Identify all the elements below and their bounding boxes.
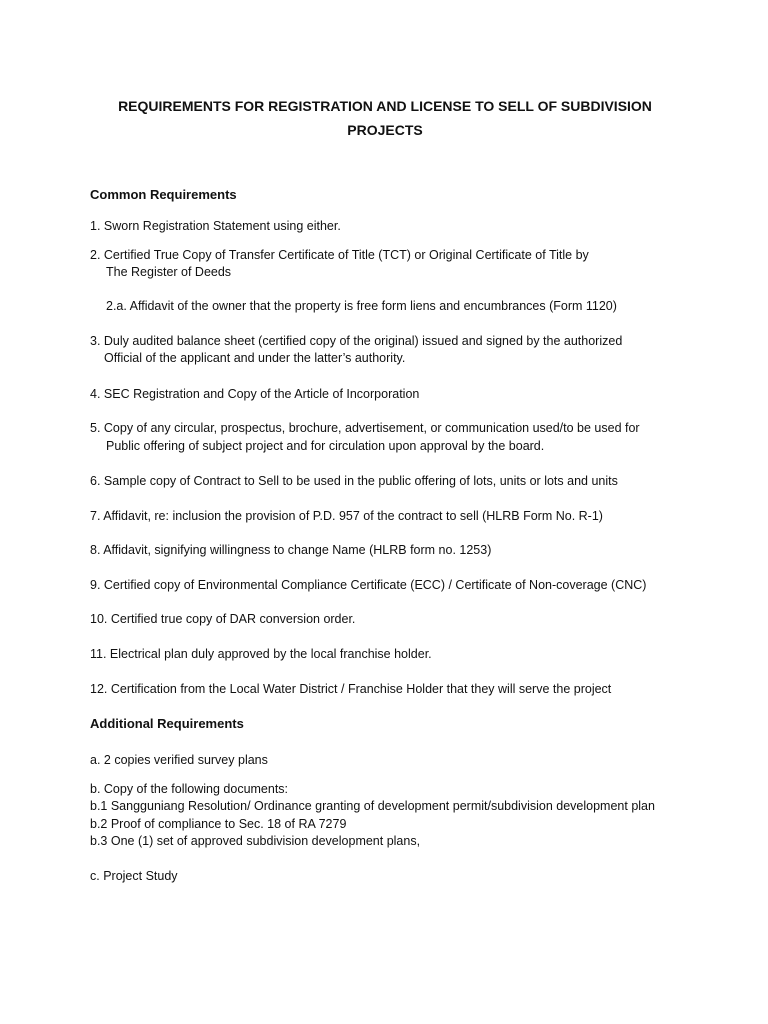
common-item-4: 4. SEC Registration and Copy of the Article of Incorporation bbox=[90, 387, 420, 401]
additional-item-b2: b.2 Proof of compliance to Sec. 18 of RA 7279 bbox=[90, 817, 347, 831]
additional-item-c: c. Project Study bbox=[90, 869, 178, 883]
common-item-8: 8. Affidavit, signifying willingness to change Name (HLRB form no. 1253) bbox=[90, 543, 492, 557]
common-item-12: 12. Certification from the Local Water District / Franchise Holder that they will serve the project bbox=[90, 682, 612, 696]
common-item-9: 9. Certified copy of Environmental Compliance Certificate (ECC) / Certificate of Non-coverage (CNC) bbox=[90, 578, 647, 592]
common-item-11: 11. Electrical plan duly approved by the local franchise holder. bbox=[90, 647, 432, 661]
common-item-2-line-2: The Register of Deeds bbox=[106, 265, 232, 279]
common-item-3-line-2: Official of the applicant and under the latter’s authority. bbox=[104, 351, 406, 365]
common-item-2a: 2.a. Affidavit of the owner that the property is free form liens and encumbrances (Form 1120) bbox=[106, 299, 617, 313]
common-item-3-line-1: 3. Duly audited balance sheet (certified copy of the original) issued and signed by the authorized bbox=[90, 334, 623, 348]
common-item-1: 1. Sworn Registration Statement using either. bbox=[90, 219, 341, 233]
document-title-line-1: REQUIREMENTS FOR REGISTRATION AND LICENSE TO SELL OF SUBDIVISION bbox=[118, 98, 652, 114]
document-title-line-2: PROJECTS bbox=[347, 122, 423, 138]
common-item-10: 10. Certified true copy of DAR conversion order. bbox=[90, 612, 356, 626]
additional-item-b: b. Copy of the following documents: bbox=[90, 782, 289, 796]
common-item-5-line-1: 5. Copy of any circular, prospectus, brochure, advertisement, or communication used/to be used for bbox=[90, 421, 640, 435]
additional-item-b3: b.3 One (1) set of approved subdivision development plans, bbox=[90, 834, 421, 848]
common-item-6: 6. Sample copy of Contract to Sell to be used in the public offering of lots, units or lots and units bbox=[90, 474, 618, 488]
common-requirements-heading: Common Requirements bbox=[90, 187, 237, 202]
additional-requirements-heading: Additional Requirements bbox=[90, 716, 244, 731]
additional-item-a: a. 2 copies verified survey plans bbox=[90, 753, 268, 767]
additional-item-b1: b.1 Sangguniang Resolution/ Ordinance granting of development permit/subdivision development plan bbox=[90, 799, 655, 813]
common-item-2-line-1: 2. Certified True Copy of Transfer Certificate of Title (TCT) or Original Certificate of Title by bbox=[90, 248, 589, 262]
common-item-5-line-2: Public offering of subject project and for circulation upon approval by the board. bbox=[106, 439, 545, 453]
common-item-7: 7. Affidavit, re: inclusion the provision of P.D. 957 of the contract to sell (HLRB Form No. R-1) bbox=[90, 509, 603, 523]
